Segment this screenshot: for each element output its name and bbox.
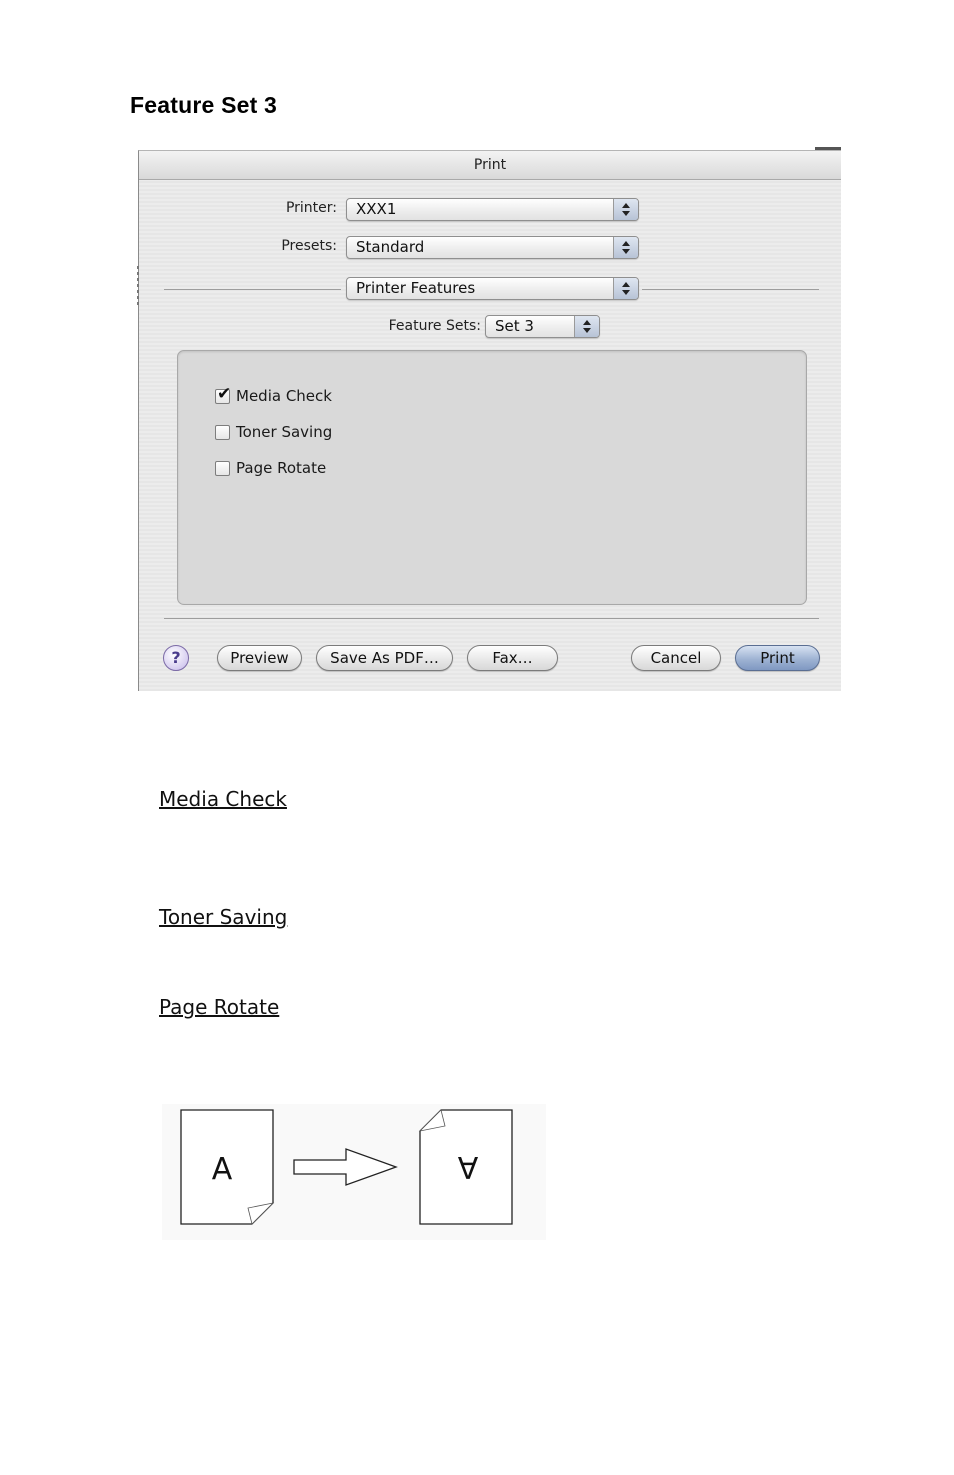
panel-value: Printer Features bbox=[356, 279, 476, 297]
section-page-rotate: Page Rotate bbox=[159, 995, 280, 1019]
divider-left bbox=[164, 289, 341, 290]
option-toner-saving[interactable] bbox=[215, 422, 332, 442]
corner-mark bbox=[815, 147, 841, 150]
presets-label: Presets: bbox=[281, 238, 337, 254]
presets-value: Standard bbox=[356, 238, 425, 256]
feature-sets-value: Set 3 bbox=[495, 317, 534, 335]
cancel-button[interactable]: Cancel bbox=[631, 645, 721, 671]
popup-arrows-icon bbox=[613, 237, 638, 258]
popup-arrows-icon bbox=[613, 278, 638, 299]
divider-right bbox=[642, 289, 819, 290]
section-media-check: Media Check bbox=[159, 787, 287, 811]
checkbox[interactable] bbox=[215, 461, 230, 476]
popup-arrows-icon bbox=[574, 316, 599, 337]
print-dialog bbox=[138, 150, 841, 691]
option-label: Media Check bbox=[236, 387, 332, 405]
option-page-rotate[interactable] bbox=[215, 458, 326, 478]
preview-button[interactable]: Preview bbox=[217, 645, 302, 671]
option-label: Toner Saving bbox=[236, 423, 333, 441]
page-rotate-illustration bbox=[162, 1104, 546, 1240]
popup-arrows-icon bbox=[613, 199, 638, 220]
printer-label: Printer: bbox=[285, 200, 337, 216]
arrow-right-icon bbox=[294, 1149, 396, 1185]
footer-divider bbox=[164, 618, 819, 619]
panel-popup[interactable] bbox=[346, 277, 639, 300]
dialog-title: Print bbox=[139, 151, 841, 180]
fax-button[interactable]: Fax… bbox=[467, 645, 558, 671]
feature-options-box bbox=[177, 350, 807, 605]
checkmark-icon: ✔ bbox=[217, 383, 232, 404]
option-label: Page Rotate bbox=[236, 459, 327, 477]
edge-ticks bbox=[137, 266, 139, 306]
checkbox[interactable] bbox=[215, 383, 232, 404]
before-letter: A bbox=[211, 1152, 233, 1187]
checkbox[interactable] bbox=[215, 425, 230, 440]
print-button[interactable]: Print bbox=[735, 645, 820, 671]
rotate-diagram bbox=[162, 1104, 546, 1240]
section-toner-saving: Toner Saving bbox=[159, 905, 288, 929]
printer-value: XXX1 bbox=[356, 200, 397, 218]
feature-sets-popup[interactable] bbox=[485, 315, 600, 338]
help-button[interactable]: ? bbox=[163, 645, 189, 671]
option-media-check[interactable] bbox=[215, 383, 332, 406]
save-as-pdf-button[interactable]: Save As PDF… bbox=[316, 645, 453, 671]
presets-popup[interactable] bbox=[346, 236, 639, 259]
after-letter: ∀ bbox=[457, 1152, 479, 1187]
printer-popup[interactable] bbox=[346, 198, 639, 221]
feature-sets-label: Feature Sets: bbox=[388, 318, 481, 334]
page-heading: Feature Set 3 bbox=[130, 92, 278, 118]
